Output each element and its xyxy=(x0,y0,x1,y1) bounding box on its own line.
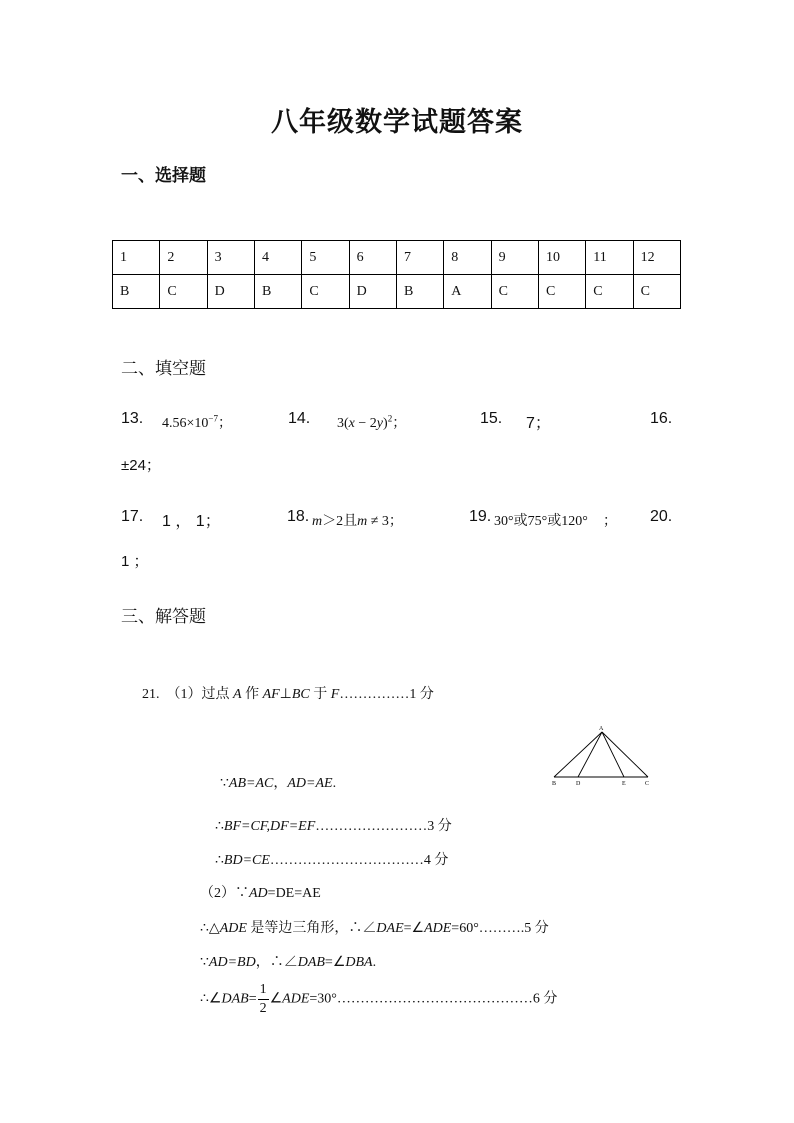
q19-number: 19. xyxy=(469,508,492,525)
table-cell: C xyxy=(160,275,207,309)
q14-part-a: 3( xyxy=(337,416,349,431)
therefore-symbol: ∴△ xyxy=(200,921,220,936)
q18-answer xyxy=(312,510,403,530)
solution-line-7 xyxy=(200,951,376,971)
table-cell: 5 xyxy=(302,241,349,275)
point-a: A xyxy=(233,687,242,702)
page-title: 八年级数学试题答案 xyxy=(271,107,523,138)
solution-line-5 xyxy=(200,882,321,902)
table-cell: B xyxy=(396,275,443,309)
choice-answer-table xyxy=(112,240,681,309)
text-span: =60° xyxy=(451,921,479,936)
table-cell: 10 xyxy=(538,241,585,275)
therefore-symbol: ∴ xyxy=(215,853,224,868)
perp-symbol: ⊥ xyxy=(279,687,292,702)
section-heading-fill: 二、填空题 xyxy=(121,359,206,379)
fraction-denominator: 2 xyxy=(259,1001,267,1016)
table-cell: C xyxy=(538,275,585,309)
math-text: BD=CE xyxy=(223,853,270,868)
table-cell: 4 xyxy=(254,241,301,275)
therefore-symbol: ∴ xyxy=(215,819,224,834)
math-text: AB=AC xyxy=(228,776,274,791)
q21-number: 21. xyxy=(142,687,160,702)
text-span: ∠ xyxy=(269,991,283,1007)
solution-line-8 xyxy=(200,983,557,1016)
q16-number: 16. xyxy=(650,410,673,427)
leader-dots: …………… xyxy=(339,687,410,702)
q18-ne: ≠ 3； xyxy=(367,514,403,529)
table-cell: 12 xyxy=(633,241,680,275)
fraction-numerator: 1 xyxy=(258,983,269,1000)
q18-gt: ＞2且 xyxy=(322,514,358,529)
leader-dots: …………………………… xyxy=(269,853,424,868)
q13-mantissa: 4.56 xyxy=(162,416,187,431)
q17-answer: 1 ， 1； xyxy=(162,513,221,530)
section-heading-choice: 一、选择题 xyxy=(121,166,206,186)
table-cell: 11 xyxy=(586,241,633,275)
table-cell: D xyxy=(349,275,396,309)
text-span: 是等边三角形，∴∠ xyxy=(246,921,377,936)
math-text: ADE xyxy=(282,991,310,1007)
q18-m: m xyxy=(312,514,323,529)
table-cell: 1 xyxy=(113,241,160,275)
table-cell: 6 xyxy=(349,241,396,275)
solution-line-2 xyxy=(220,772,336,792)
table-cell: B xyxy=(113,275,160,309)
text-span: . xyxy=(332,776,337,791)
fraction-one-half xyxy=(258,983,269,1016)
text-span: = xyxy=(248,991,257,1007)
q14-y: y xyxy=(376,416,384,431)
q14-part-c: ) xyxy=(383,416,388,431)
figure-label-d: D xyxy=(576,781,581,787)
score-label: 1 分 xyxy=(409,687,434,702)
q18-number: 18. xyxy=(287,508,310,525)
q16-answer: ±24； xyxy=(121,457,161,474)
table-cell: 3 xyxy=(207,241,254,275)
score-label: 6 分 xyxy=(532,991,558,1007)
text-span: ∴∠ xyxy=(200,991,222,1007)
solution-line-6 xyxy=(200,917,549,937)
solution-line-1 xyxy=(142,683,434,703)
q19-end: ； xyxy=(603,514,617,529)
q14-end: ； xyxy=(392,416,407,431)
text-span: ，∴∠ xyxy=(255,955,298,970)
segment-bc: BC xyxy=(291,687,310,702)
q15-answer: 7； xyxy=(526,415,551,432)
because-symbol: ∵ xyxy=(220,776,229,791)
q19-answer: 30°或75°或120° xyxy=(494,514,588,529)
table-cell: C xyxy=(302,275,349,309)
figure-label-b: B xyxy=(552,781,557,787)
text-span: （2）∵ xyxy=(200,886,249,901)
math-text: AD=BD xyxy=(208,955,256,970)
segment-af: AF xyxy=(262,687,280,702)
text-span: . xyxy=(372,955,377,970)
text-span: =30° xyxy=(309,991,337,1007)
q14-x: x xyxy=(348,416,355,431)
table-cell: D xyxy=(207,275,254,309)
q18-m-second: m xyxy=(357,514,368,529)
q13-end: ； xyxy=(217,416,232,431)
math-text: AD xyxy=(249,886,268,901)
score-label: 4 分 xyxy=(423,853,449,868)
solution-line-4 xyxy=(215,849,448,869)
table-row-answers xyxy=(113,275,681,309)
q14-part-b: − 2 xyxy=(354,416,377,431)
table-cell: 7 xyxy=(396,241,443,275)
section-heading-solution: 三、解答题 xyxy=(121,607,206,627)
point-f: F xyxy=(330,687,340,702)
q17-number: 17. xyxy=(121,508,144,525)
figure-label-a: A xyxy=(599,726,604,732)
math-text: AD=AE xyxy=(287,776,333,791)
figure-label-c: C xyxy=(645,781,650,787)
q13-exponent: −7 xyxy=(208,413,218,424)
text-span: =∠ xyxy=(324,955,346,970)
leader-dots: …………………………………… xyxy=(336,991,533,1007)
text-span: 于 xyxy=(309,687,331,702)
table-cell: B xyxy=(254,275,301,309)
score-label: 5 分 xyxy=(524,921,549,936)
math-text: DAE xyxy=(376,921,404,936)
q14-number: 14. xyxy=(288,410,311,427)
table-cell: C xyxy=(491,275,538,309)
text-span: =∠ xyxy=(403,921,425,936)
solution-line-3 xyxy=(215,815,452,835)
because-symbol: ∵ xyxy=(200,955,209,970)
text-span: ， xyxy=(273,776,288,791)
math-text: ADE xyxy=(424,921,452,936)
text-span: 作 xyxy=(241,687,263,702)
table-cell: 2 xyxy=(160,241,207,275)
q14-exponent: 2 xyxy=(387,413,393,424)
leader-dots: …………………… xyxy=(315,819,428,834)
leader-dots: ………. xyxy=(478,921,525,936)
q13-number: 13. xyxy=(121,410,144,427)
q14-answer xyxy=(337,412,406,432)
table-cell: C xyxy=(633,275,680,309)
math-text: DBA xyxy=(345,955,373,970)
text-span: （1）过点 xyxy=(166,687,233,702)
q20-answer: 1 ； xyxy=(121,553,149,570)
q20-number: 20. xyxy=(650,508,673,525)
table-row-question-numbers xyxy=(113,241,681,275)
score-label: 3 分 xyxy=(427,819,452,834)
triangle-figure xyxy=(548,722,652,788)
table-cell: C xyxy=(586,275,633,309)
math-text: BF=CF,DF=EF xyxy=(223,819,316,834)
figure-label-e: E xyxy=(622,781,626,787)
table-cell: 8 xyxy=(444,241,491,275)
math-text: DAB xyxy=(221,991,249,1007)
text-span: =DE=AE xyxy=(267,886,321,901)
math-text: ADE xyxy=(219,921,247,936)
q15-number: 15. xyxy=(480,410,503,427)
q13-answer xyxy=(162,412,232,432)
table-cell: 9 xyxy=(491,241,538,275)
math-text: DAB xyxy=(297,955,325,970)
q13-times: ×10 xyxy=(186,416,209,431)
table-cell: A xyxy=(444,275,491,309)
